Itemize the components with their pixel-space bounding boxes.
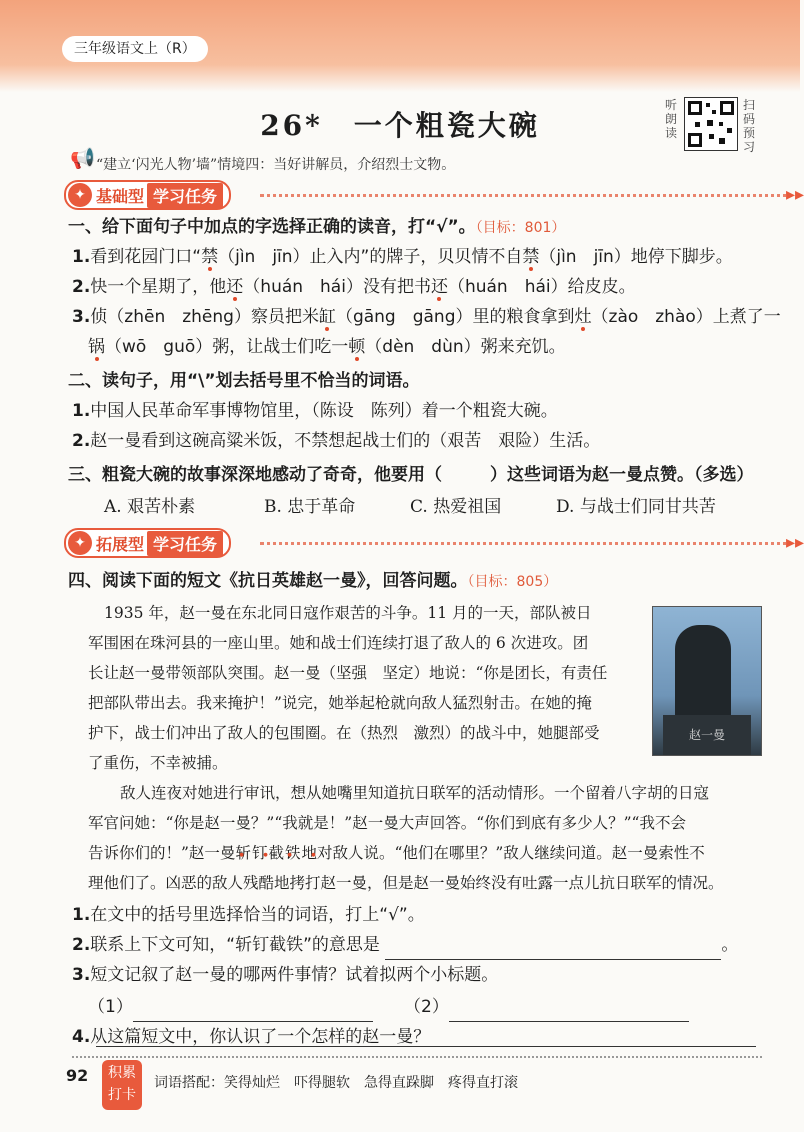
statue-label: 赵一曼 bbox=[663, 715, 751, 755]
passage-line: 了重伤，不幸被捕。 bbox=[88, 754, 228, 772]
q2-title: 二、读句子，用“\”划去括号里不恰当的词语。 bbox=[68, 371, 420, 391]
section-basic-header: ✦ 基础型 学习任务 ▸▸ bbox=[64, 178, 784, 210]
scenario-text: “建立‘闪光人物’墙”情境四：当好讲解员，介绍烈士文物。 bbox=[96, 157, 456, 173]
q1-item-3: 3.侦（zhēn zhēng）察员把米缸（gāng gāng）里的粮食拿到灶（zào zhào）上煮了一 bbox=[72, 307, 781, 327]
footer-divider bbox=[72, 1056, 762, 1058]
qr-left-label: 听朗读 bbox=[664, 98, 677, 140]
arrow-icon: ▸▸ bbox=[786, 532, 804, 553]
answer-blank[interactable] bbox=[133, 1001, 373, 1022]
page-title: 26* 一个粗瓷大碗 bbox=[260, 109, 540, 142]
grade-tag: 三年级语文上（R） bbox=[62, 36, 208, 62]
section-extended-header: ✦ 拓展型 学习任务 ▸▸ bbox=[64, 526, 784, 558]
passage-line: 告诉你们的！”赵一曼斩钉截铁 ● ● ● ●地对敌人说。“他们在哪里？”敌人继续问道。赵一曼索性不 bbox=[88, 838, 705, 868]
answer-blank[interactable] bbox=[385, 939, 721, 960]
q4-title: 四、阅读下面的短文《抗日英雄赵一曼》，回答问题。（目标：805） bbox=[68, 571, 558, 591]
q1-title: 一、给下面句子中加点的字选择正确的读音，打“√”。（目标：801） bbox=[68, 217, 566, 237]
qr-code-icon[interactable] bbox=[684, 97, 738, 151]
accumulate-badge: 积累打卡 bbox=[102, 1060, 142, 1110]
answer-blank[interactable] bbox=[449, 1001, 689, 1022]
passage-line: 军官问她：“你是赵一曼？”“我就是！”赵一曼大声回答。“你们到底有多少人？”“我不会 bbox=[88, 814, 686, 832]
q4-question-3: 3.短文记叙了赵一曼的哪两件事情？试着拟两个小标题。 bbox=[72, 965, 499, 985]
q4-subtitle-2: （2） bbox=[404, 992, 689, 1022]
option-c[interactable]: C. 热爱祖国 bbox=[410, 497, 502, 517]
dotted-word: 斩钉截铁 ● ● ● ● bbox=[235, 844, 301, 862]
page-number: 92 bbox=[66, 1066, 89, 1085]
lightbulb-icon: ✦ bbox=[68, 531, 92, 555]
word-pairing-tip: 词语搭配：笑得灿烂 吓得腿软 急得直跺脚 疼得直打滚 bbox=[154, 1075, 518, 1091]
q2-item-2: 2.赵一曼看到这碗高粱米饭，不禁想起战士们的（艰苦 艰险）生活。 bbox=[72, 431, 601, 451]
passage-line: 军围困在珠河县的一座山里。她和战士们连续打退了敌人的 6 次进攻。团 bbox=[88, 634, 589, 652]
passage-line: 护下，战士们冲出了敌人的包围圈。在（热烈 激烈）的战斗中，她腿部受 bbox=[88, 724, 600, 742]
q2-item-1: 1.中国人民革命军事博物馆里，（陈设 陈列）着一个粗瓷大碗。 bbox=[72, 401, 558, 421]
passage-line: 1935 年，赵一曼在东北同日寇作艰苦的斗争。11 月的一天，部队被日 bbox=[104, 604, 592, 622]
passage-line: 理他们了。凶恶的敌人残酷地拷打赵一曼，但是赵一曼始终没有吐露一点儿抗日联军的情况。 bbox=[88, 874, 724, 892]
q4-subtitle-1: （1） bbox=[88, 992, 373, 1022]
passage-line: 长让赵一曼带领部队突围。赵一曼（坚强 坚定）地说：“你是团长，有责任 bbox=[88, 664, 608, 682]
passage-line: 敌人连夜对她进行审讯，想从她嘴里知道抗日联军的活动情形。一个留着八字胡的日寇 bbox=[120, 784, 710, 802]
option-b[interactable]: B. 忠于革命 bbox=[264, 497, 356, 517]
passage-line: 把部队带出去。我来掩护！”说完，她举起枪就向敌人猛烈射击。在她的掩 bbox=[88, 694, 592, 712]
q4-question-1: 1.在文中的括号里选择恰当的词语，打上“√”。 bbox=[72, 905, 425, 925]
lightbulb-icon: ✦ bbox=[68, 183, 92, 207]
statue-photo bbox=[652, 606, 762, 756]
option-d[interactable]: D. 与战士们同甘共苦 bbox=[556, 497, 716, 517]
q1-item-1: 1.看到花园门口“禁（jìn jīn）止入内”的牌子，贝贝情不自禁（jìn jīn）地停下脚步。 bbox=[72, 247, 733, 267]
q1-item-2: 2.快一个星期了，他还（huán hái）没有把书还（huán hái）给皮皮。 bbox=[72, 277, 636, 297]
q1-item-3-cont: 锅（wō guō）粥，让战士们吃一顿（dèn dùn）粥来充饥。 bbox=[88, 337, 566, 357]
arrow-icon: ▸▸ bbox=[786, 184, 804, 205]
option-a[interactable]: A. 艰苦朴素 bbox=[104, 497, 196, 517]
qr-right-label: 扫码预习 bbox=[742, 98, 755, 154]
answer-line[interactable] bbox=[96, 1046, 756, 1047]
q4-question-4: 4.从这篇短文中，你认识了一个怎样的赵一曼？ bbox=[72, 1027, 431, 1047]
q3-title: 三、粗瓷大碗的故事深深地感动了奇奇，他要用（ ）这些词语为赵一曼点赞。（多选） bbox=[68, 465, 754, 485]
q4-question-2: 2.联系上下文可知，“斩钉截铁”的意思是 。 bbox=[72, 930, 738, 960]
q3-options bbox=[104, 492, 754, 522]
speaker-icon: 📢 bbox=[70, 146, 95, 170]
